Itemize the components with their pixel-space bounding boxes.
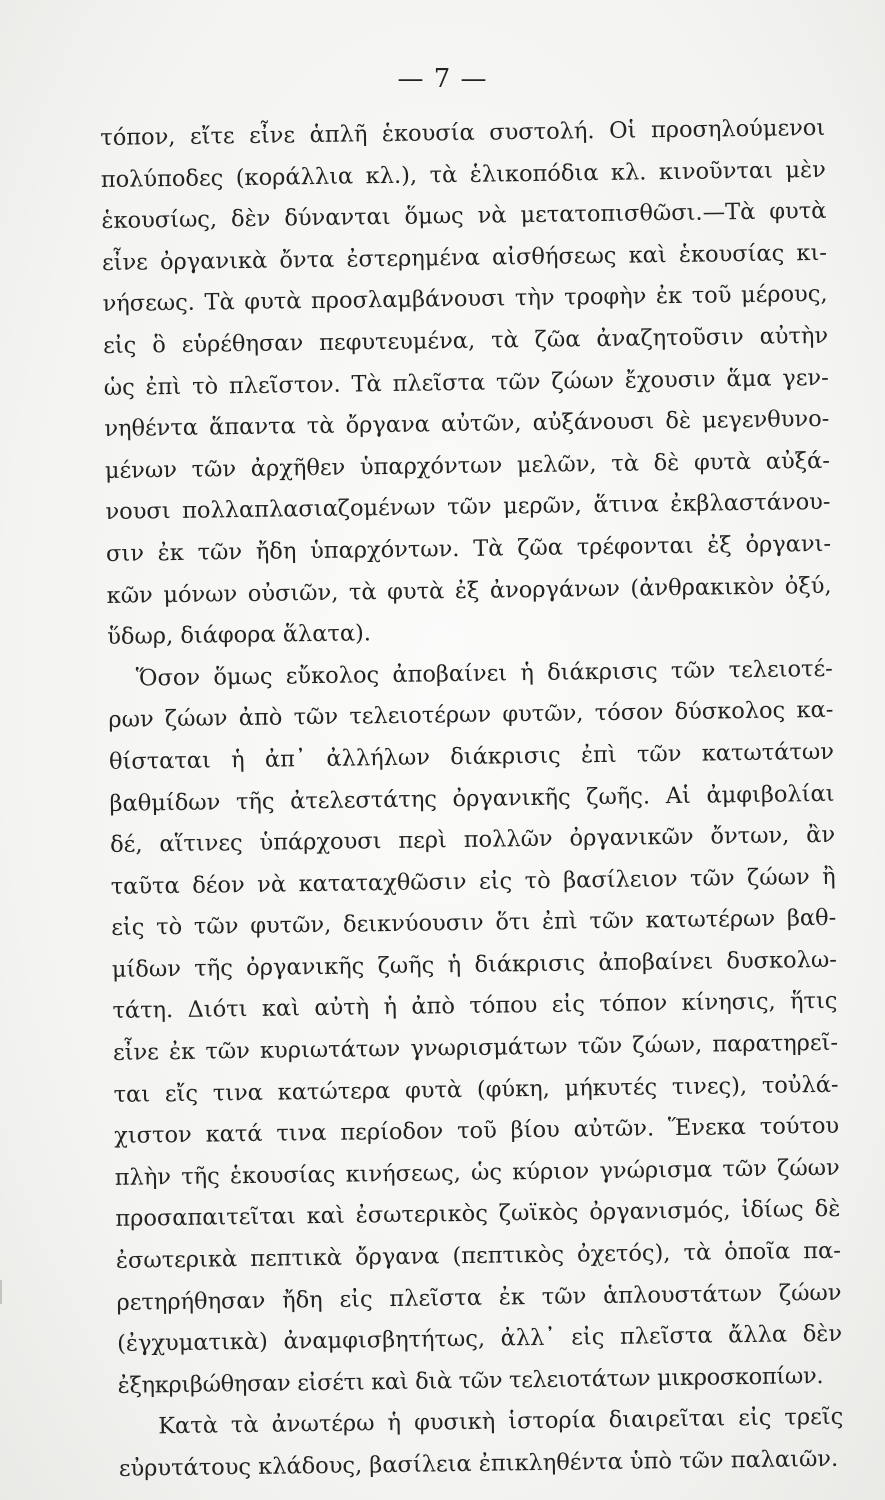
text-line: εἶνε ὀργανικὰ ὄντα ἐστερημένα αἰσθήσεως καὶ ἑκουσίας κι- (101, 239, 828, 276)
text-line: ρων ζώων ἀπὸ τῶν τελειοτέρων φυτῶν, τόσον δύσκολος κα- (108, 697, 834, 734)
paragraph-start-line: Κατὰ τὰ ἀνωτέρω ἡ φυσικὴ ἱστορία διαιρεῖται εἰς τρεῖς (158, 1404, 844, 1440)
paragraph-end-line: εὐρυτάτους κλάδους, βασίλεια ἐπικληθέντα ὑπὸ τῶν παλαιῶν. (118, 1445, 839, 1482)
page-edge-mark (0, 1280, 5, 1304)
text-line: σιν ἐκ τῶν ἤδη ὑπαρχόντων. Τὰ ζῶα τρέφονται ἐξ ὀργανι- (105, 530, 832, 567)
paragraph-end-line: ἐξηκριβώθησαν εἰσέτι καὶ διὰ τῶν τελειοτάτων μικροσκοπίων. (117, 1362, 824, 1399)
text-line: εἰς τὸ τῶν φυτῶν, δεικνύουσιν ὅτι ἐπὶ τῶν κατωτέρων βαθ- (111, 905, 837, 942)
text-line: πολύποδες (κοράλλια κλ.), τὰ ἑλικοπόδια κλ. κινοῦνται μὲν (100, 156, 826, 193)
text-line: νηθέντα ἅπαντα τὰ ὄργανα αὐτῶν, αὐξάνουσι δὲ μεγενθυνο- (104, 406, 830, 443)
text-line: χιστον κατά τινα περίοδον τοῦ βίου αὐτῶν. Ἕνεκα τούτου (114, 1113, 840, 1150)
text-line: ἑκουσίως, δὲν δύνανται ὅμως νὰ μετατοπισθῶσι.—Τὰ φυτὰ (101, 198, 827, 235)
body-text (100, 108, 844, 1491)
text-line: ταῦτα δέον νὰ καταταχθῶσιν εἰς τὸ βασίλειον τῶν ζώων ἢ (110, 863, 836, 900)
text-line: ται εἴς τινα κατώτερα φυτὰ (φύκη, μήκυτές τινες), τοὐλά- (113, 1071, 839, 1108)
text-line: κῶν μόνων οὐσιῶν, τὰ φυτὰ ἐξ ἀνοργάνων (ἀνθρακικὸν ὀξύ, (106, 572, 832, 609)
text-line: ἐσωτερικὰ πεπτικὰ ὄργανα (πεπτικὸς ὀχετός), τὰ ὁποῖα πα- (115, 1237, 842, 1274)
text-line: εἰς ὃ εὑρέθησαν πεφυτευμένα, τὰ ζῶα ἀναζητοῦσιν αὐτὴν (103, 322, 829, 359)
text-line: νήσεως. Τὰ φυτὰ προσλαμβάνουσι τὴν τροφὴν ἐκ τοῦ μέρους, (102, 281, 828, 318)
text-line: μένων τῶν ἀρχῆθεν ὑπαρχόντων μελῶν, τὰ δὲ φυτὰ αὐξά- (104, 447, 831, 484)
text-line: τάτη. Διότι καὶ αὐτὴ ἡ ἀπὸ τόπου εἰς τόπον κίνησις, ἥτις (112, 988, 838, 1025)
text-line: βαθμίδων τῆς ἀτελεστάτης ὀργανικῆς ζωῆς. Αἱ ἀμφιβολίαι (109, 780, 835, 817)
text-line: δέ, αἵτινες ὑπάρχουσι περὶ πολλῶν ὀργανικῶν ὄντων, ἂν (109, 821, 836, 859)
text-line: νουσι πολλαπλασιαζομένων τῶν μερῶν, ἅτινα ἐκβλαστάνου- (105, 489, 831, 526)
text-line: προσαπαιτεῖται καὶ ἐσωτερικὸς ζωϊκὸς ὀργανισμός, ἰδίως δὲ (115, 1196, 841, 1233)
text-line: πλὴν τῆς ἑκουσίας κινήσεως, ὡς κύριον γνώρισμα τῶν ζώων (114, 1154, 840, 1191)
text-line: θίσταται ἡ ἀπ᾽ ἀλλήλων διάκρισις ἐπὶ τῶν κατωτάτων (108, 738, 835, 775)
text-line: (ἐγχυματικὰ) ἀναμφισβητήτως, ἀλλ᾽ εἰς πλεῖστα ἄλλα δὲν (116, 1320, 843, 1358)
text-line: εἶνε ἐκ τῶν κυριωτάτων γνωρισμάτων τῶν ζώων, παρατηρεῖ- (112, 1029, 839, 1066)
paragraph-end-line: ὕδωρ, διάφορα ἅλατα). (107, 620, 372, 651)
text-line: ρετηρήθησαν ἤδη εἰς πλεῖστα ἐκ τῶν ἁπλουστάτων ζώων (116, 1279, 842, 1316)
text-line: μίδων τῆς ὀργανικῆς ζωῆς ἡ διάκρισις ἀποβαίνει δυσκολω- (111, 946, 838, 983)
page-number: — 7 — (397, 64, 488, 94)
text-line: τόπον, εἴτε εἶνε ἁπλῆ ἑκουσία συστολή. Οἱ προσηλούμενοι (100, 114, 826, 151)
text-line: ὡς ἐπὶ τὸ πλεῖστον. Τὰ πλεῖστα τῶν ζώων ἔχουσιν ἅμα γεν- (103, 364, 829, 401)
paragraph-start-line: Ὅσον ὅμως εὔκολος ἀποβαίνει ἡ διάκρισις τῶν τελειοτέ- (135, 655, 833, 692)
